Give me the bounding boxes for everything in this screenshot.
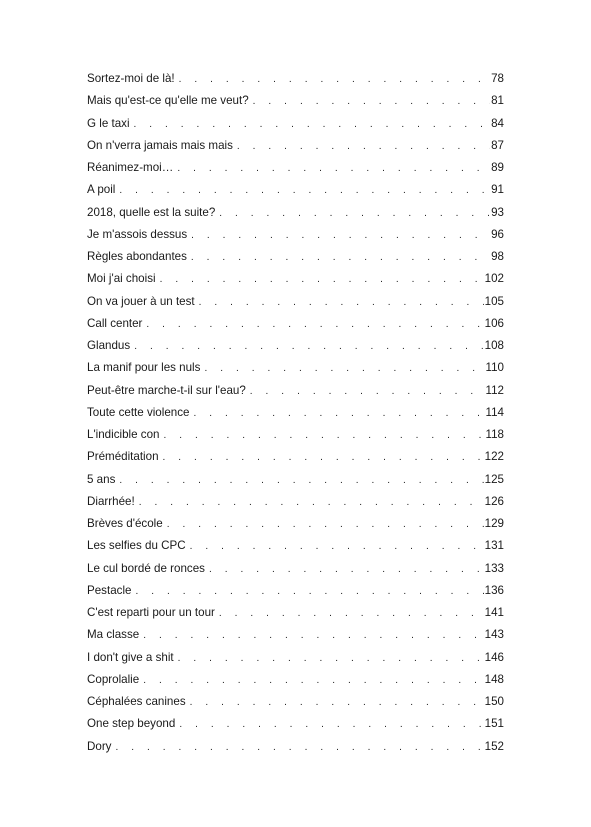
- dot-leader: [134, 114, 491, 135]
- toc-entry-page-number: 146: [484, 650, 504, 664]
- dot-leader: [134, 336, 483, 357]
- dot-leader: [219, 603, 484, 624]
- dot-leader: [191, 225, 490, 246]
- toc-entry-title: Règles abondantes: [87, 250, 187, 263]
- toc-entry: [87, 535, 504, 557]
- dot-leader: [115, 737, 483, 758]
- toc-entry-title: A poil: [87, 183, 116, 197]
- dot-leader: [191, 247, 490, 268]
- toc-entry: [87, 157, 504, 179]
- toc-entry: [87, 291, 504, 313]
- dot-leader: [163, 425, 484, 446]
- toc-entry-page-number: 108: [484, 339, 504, 352]
- toc-entry-page-number: 131: [484, 539, 504, 553]
- toc-entry-page-number: 151: [484, 717, 504, 731]
- toc-entry-title: C'est reparti pour un tour: [87, 606, 215, 619]
- dot-leader: [253, 91, 490, 112]
- toc-entry: [87, 558, 504, 580]
- toc-entry: [87, 335, 504, 357]
- toc-entry: [87, 513, 504, 535]
- toc-entry-page-number: 93: [491, 205, 504, 219]
- toc-entry-title: Je m'assois dessus: [87, 227, 188, 241]
- toc-entry-title: G le taxi: [87, 116, 130, 130]
- toc-entry: [87, 90, 504, 112]
- toc-entry: [87, 469, 504, 491]
- toc-entry-title: Toute cette violence: [87, 405, 190, 419]
- toc-entry-title: Pestacle: [87, 583, 132, 597]
- toc-entry: [87, 224, 504, 246]
- toc-entry-page-number: 133: [484, 561, 504, 575]
- toc-entry-title: Coprolalie: [87, 672, 140, 686]
- toc-entry: [87, 313, 504, 335]
- dot-leader: [199, 292, 484, 313]
- dot-leader: [209, 559, 484, 580]
- toc-entry-page-number: 78: [491, 72, 504, 85]
- toc-entry-title: On n'verra jamais mais mais: [87, 138, 233, 152]
- toc-entry-page-number: 98: [491, 250, 504, 263]
- toc-entry: [87, 669, 504, 691]
- toc-entry: [87, 179, 504, 201]
- toc-entry-title: Sortez-moi de là!: [87, 72, 175, 85]
- dot-leader: [119, 180, 490, 201]
- toc-entry: [87, 357, 504, 379]
- toc-entry-title: Préméditation: [87, 450, 159, 464]
- dot-leader: [178, 648, 484, 669]
- toc-entry: [87, 736, 504, 758]
- toc-entry-title: L'indicible con: [87, 428, 160, 441]
- toc-entry-title: On va jouer à un test: [87, 294, 195, 308]
- toc-entry: [87, 402, 504, 424]
- toc-entry-title: 5 ans: [87, 472, 116, 486]
- toc-entry-title: Mais qu'est-ce qu'elle me veut?: [87, 94, 249, 108]
- dot-leader: [143, 625, 483, 646]
- toc-entry-title: Dory: [87, 739, 112, 753]
- toc-entry-page-number: 152: [484, 739, 504, 753]
- toc-entry: [87, 580, 504, 602]
- dot-leader: [177, 158, 490, 179]
- toc-entry: [87, 68, 504, 90]
- toc-entry-page-number: 110: [485, 361, 504, 375]
- toc-entry: [87, 380, 504, 402]
- toc-entry: [87, 713, 504, 735]
- toc-entry-title: Moi j'ai choisi: [87, 272, 156, 286]
- toc-entry-page-number: 87: [491, 138, 504, 152]
- toc-entry: [87, 446, 504, 468]
- dot-leader: [219, 203, 490, 224]
- toc-entry-page-number: 102: [484, 272, 504, 286]
- toc-entry-title: Diarrhée!: [87, 494, 135, 508]
- table-of-contents: [87, 68, 504, 758]
- toc-entry-title: I don't give a shit: [87, 650, 174, 664]
- dot-leader: [179, 714, 483, 735]
- toc-entry: [87, 624, 504, 646]
- toc-entry: [87, 647, 504, 669]
- toc-entry-title: Ma classe: [87, 628, 140, 642]
- toc-entry: [87, 246, 504, 268]
- toc-entry-page-number: 81: [491, 94, 504, 108]
- toc-entry: [87, 602, 504, 624]
- toc-entry-page-number: 112: [485, 383, 504, 397]
- toc-entry-page-number: 84: [491, 116, 504, 130]
- toc-entry-page-number: 136: [484, 583, 504, 597]
- toc-entry-title: La manif pour les nuls: [87, 361, 201, 375]
- dot-leader: [179, 69, 490, 90]
- toc-entry-page-number: 106: [484, 316, 504, 330]
- toc-entry-page-number: 141: [484, 606, 504, 619]
- toc-entry-page-number: 129: [484, 517, 504, 530]
- dot-leader: [119, 470, 483, 491]
- toc-entry: [87, 491, 504, 513]
- toc-entry-page-number: 96: [491, 227, 504, 241]
- toc-entry: [87, 135, 504, 157]
- toc-entry-title: Peut-être marche-t-il sur l'eau?: [87, 383, 246, 397]
- toc-entry-page-number: 118: [485, 428, 504, 441]
- toc-entry-title: Glandus: [87, 339, 131, 352]
- dot-leader: [139, 492, 484, 513]
- toc-entry-page-number: 143: [484, 628, 504, 642]
- toc-entry-page-number: 114: [485, 405, 504, 419]
- dot-leader: [163, 447, 484, 468]
- toc-entry-page-number: 89: [491, 161, 504, 174]
- dot-leader: [237, 136, 490, 157]
- dot-leader: [250, 381, 485, 402]
- dot-leader: [143, 670, 483, 691]
- toc-entry-page-number: 122: [484, 450, 504, 464]
- dot-leader: [204, 358, 484, 379]
- toc-entry-title: Call center: [87, 316, 143, 330]
- toc-entry: [87, 424, 504, 446]
- toc-entry-title: Brèves d'école: [87, 517, 163, 530]
- dot-leader: [193, 403, 484, 424]
- toc-entry: [87, 202, 504, 224]
- toc-entry-page-number: 150: [484, 695, 504, 708]
- toc-entry-title: One step beyond: [87, 717, 176, 731]
- dot-leader: [167, 514, 484, 535]
- dot-leader: [146, 314, 483, 335]
- toc-entry-title: Le cul bordé de ronces: [87, 561, 205, 575]
- toc-entry-title: Céphalées canines: [87, 695, 186, 708]
- toc-entry-title: 2018, quelle est la suite?: [87, 205, 216, 219]
- toc-entry-page-number: 105: [484, 294, 504, 308]
- dot-leader: [135, 581, 483, 602]
- toc-entry-page-number: 125: [484, 472, 504, 486]
- toc-entry: [87, 691, 504, 713]
- toc-entry: [87, 113, 504, 135]
- toc-entry-page-number: 91: [491, 183, 504, 197]
- dot-leader: [160, 269, 484, 290]
- dot-leader: [190, 536, 484, 557]
- toc-entry: [87, 268, 504, 290]
- toc-entry-page-number: 126: [484, 494, 504, 508]
- dot-leader: [190, 692, 484, 713]
- toc-entry-title: Réanimez-moi…: [87, 161, 174, 174]
- toc-entry-title: Les selfies du CPC: [87, 539, 186, 553]
- toc-entry-page-number: 148: [484, 672, 504, 686]
